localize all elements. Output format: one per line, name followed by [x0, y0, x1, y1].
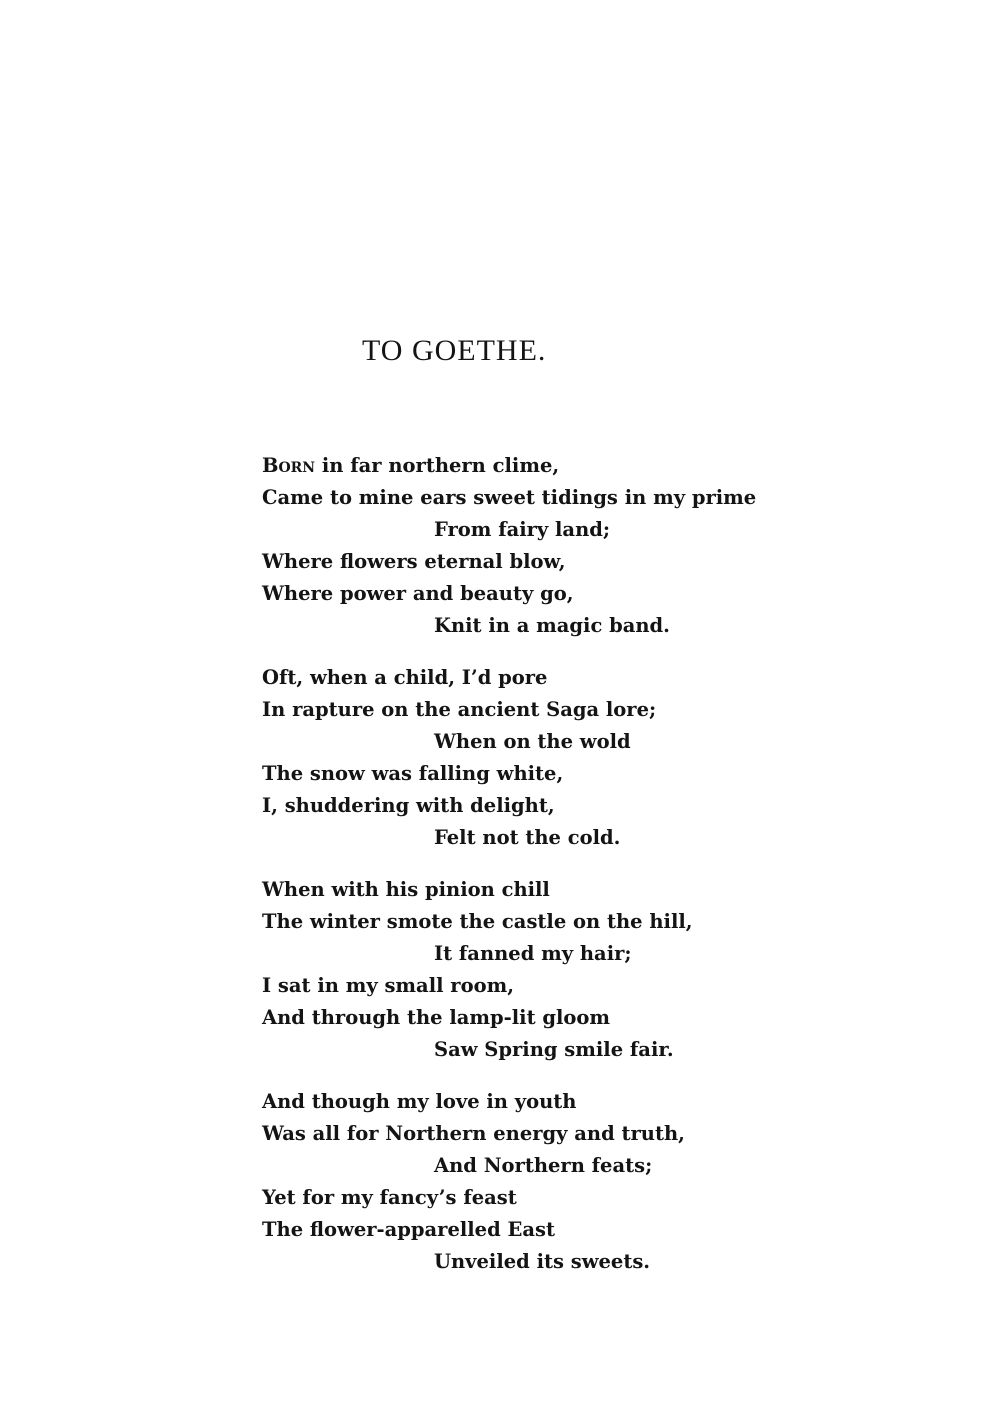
poem-line: When with his pinion chill — [262, 878, 550, 901]
line-rest: in far northern clime, — [315, 454, 560, 477]
poem-line: And through the lamp-lit gloom — [262, 1006, 611, 1029]
stanza-3 — [262, 874, 822, 1066]
poem-line: I, shuddering with delight, — [262, 794, 555, 817]
poem-line: The flower-apparelled East — [262, 1218, 555, 1241]
poem-line: Was all for Northern energy and truth, — [262, 1122, 685, 1145]
poem-line-indented: Unveiled its sweets. — [434, 1250, 651, 1273]
poem-line-indented: And Northern feats; — [434, 1154, 653, 1177]
poem-line: Yet for my fancy’s feast — [262, 1186, 517, 1209]
poem-line: Where power and beauty go, — [262, 582, 574, 605]
poem-line: In rapture on the ancient Saga lore; — [262, 698, 657, 721]
poem-line: The winter smote the castle on the hill, — [262, 910, 693, 933]
poem-line-indented: Knit in a magic band. — [434, 614, 670, 637]
opening-word: Born — [262, 454, 316, 477]
poem-line: Where flowers eternal blow, — [262, 550, 566, 573]
poem-line-indented: It fanned my hair; — [434, 942, 632, 965]
poem-line: I sat in my small room, — [262, 974, 515, 997]
poem-line — [262, 450, 822, 482]
poem-line-indented: From fairy land; — [434, 518, 611, 541]
poem-line-indented: When on the wold — [434, 730, 631, 753]
poem-line: And though my love in youth — [262, 1090, 577, 1113]
stanza-2 — [262, 662, 822, 854]
stanza-1 — [262, 450, 822, 642]
poem-line-indented: Felt not the cold. — [434, 826, 621, 849]
poem-line: Oft, when a child, I’d pore — [262, 666, 548, 689]
poem-line: Came to mine ears sweet tidings in my prime — [262, 486, 757, 509]
stanza-4 — [262, 1086, 822, 1278]
poem-body — [262, 450, 822, 1298]
poem-line-indented: Saw Spring smile fair. — [434, 1038, 674, 1061]
poem-line: The snow was falling white, — [262, 762, 564, 785]
poem-title: TO GOETHE. — [362, 334, 547, 367]
